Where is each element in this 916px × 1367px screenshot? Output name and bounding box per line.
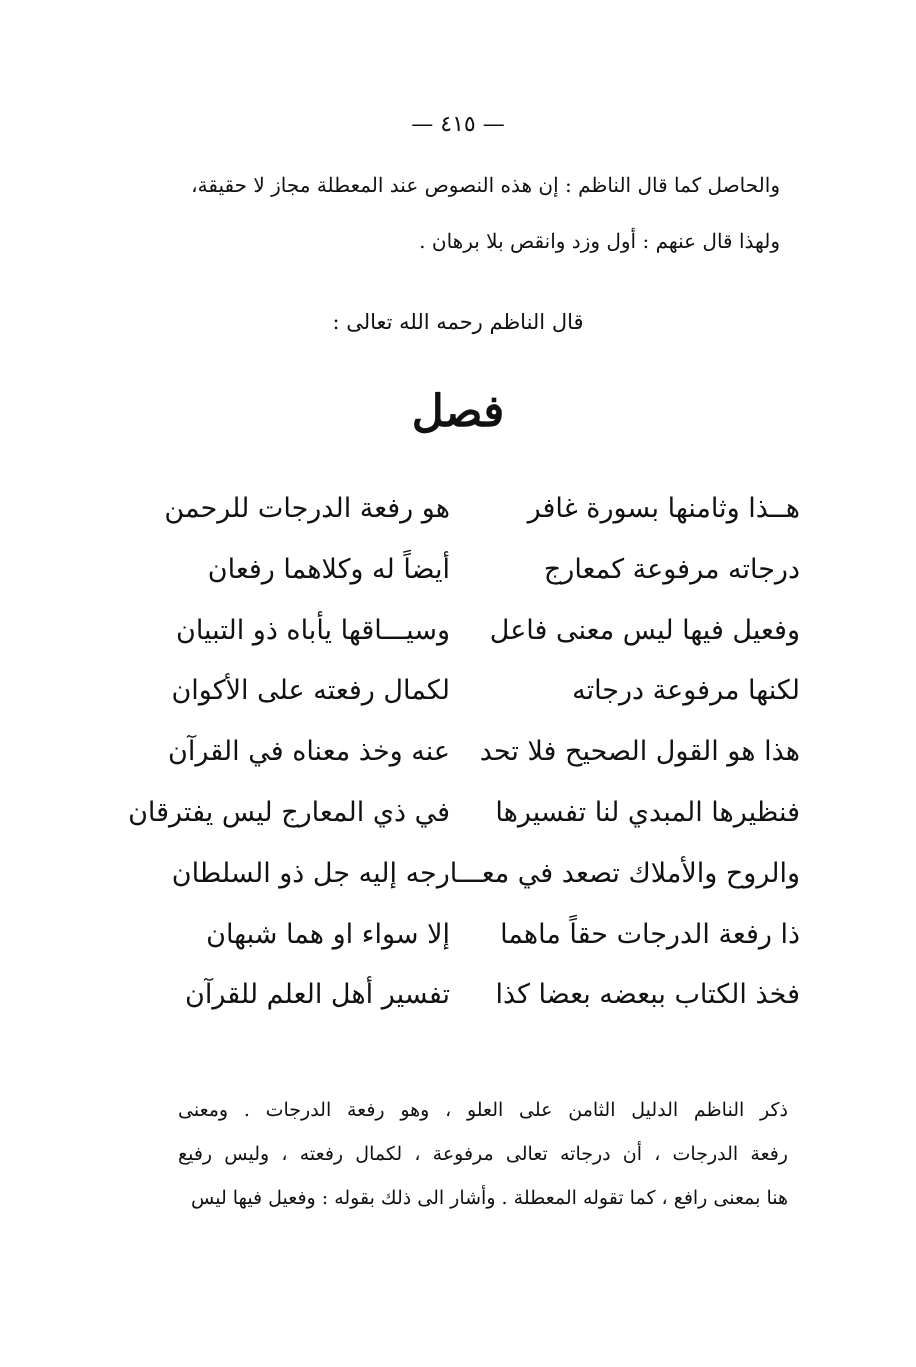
page-number: — ٤١٥ — — [411, 112, 505, 137]
commentary-line-2: رفعة الدرجات ، أن درجاته تعالى مرفوعة ، لكمال رفعته ، وليس رفيع — [178, 1143, 788, 1165]
intro-line-1: والحاصل كما قال الناظم : إن هذه النصوص عند المعطلة مجاز لا حقيقة، — [191, 173, 780, 197]
verse-first-hemistich: هذا هو القول الصحيح فلا تحد — [479, 736, 800, 768]
verse-row — [170, 547, 800, 608]
intro-line-2: ولهذا قال عنهم : أول وزد وانقص بلا برهان . — [419, 229, 780, 253]
verse-row — [170, 851, 800, 912]
verse-second-hemistich: إلا سواء او هما شبهان — [206, 918, 450, 950]
verse-row — [170, 608, 800, 669]
verse-second-hemistich: لكمال رفعته على الأكوان — [171, 675, 450, 707]
verse-row — [170, 912, 800, 973]
verse-row — [164, 486, 800, 547]
verse-row — [128, 790, 800, 851]
verse-second-hemistich: وسيـــاقها يأباه ذو التبيان — [175, 614, 450, 646]
verse-second-hemistich: أيضاً له وكلاهما رفعان — [207, 553, 450, 585]
commentary-paragraph — [178, 1090, 788, 1222]
verse-second-hemistich: هو رفعة الدرجات للرحمن — [164, 493, 450, 524]
verse-first-hemistich: فنظيرها المبدي لنا تفسيرها — [495, 796, 800, 828]
verse-first-hemistich: هــذا وثامنها بسورة غافر — [527, 493, 800, 524]
section-heading: فصل — [411, 386, 505, 437]
verse-first-hemistich: درجاته مرفوعة كمعارج — [543, 553, 800, 585]
poet-attribution: قال الناظم رحمه الله تعالى : — [332, 310, 584, 334]
verse-first-hemistich: فخذ الكتاب ببعضه بعضا كذا — [495, 979, 800, 1011]
verse-first-hemistich: لكنها مرفوعة درجاته — [572, 675, 800, 707]
verse-second-hemistich: عنه وخذ معناه في القرآن — [168, 736, 450, 768]
verse-second-hemistich: تفسير أهل العلم للقرآن — [185, 979, 450, 1011]
verse-first-hemistich: وفعيل فيها ليس معنى فاعل — [489, 614, 800, 646]
verse-second-hemistich: في ذي المعارج ليس يفترقان — [128, 796, 450, 828]
commentary-line-1: ذكر الناظم الدليل الثامن على العلو ، وهو رفعة الدرجات . ومعنى — [178, 1099, 788, 1121]
verse-first-hemistich: ذا رفعة الدرجات حقاً ماهما — [500, 918, 800, 950]
verse-row — [170, 668, 800, 729]
commentary-line-3: هنا بمعنى رافع ، كما تقوله المعطلة . وأشار الى ذلك بقوله : وفعيل فيها ليس — [190, 1187, 788, 1209]
verse-row — [170, 729, 800, 790]
verse-row — [170, 972, 800, 1033]
verse-full-line: والروح والأملاك تصعد في معـــارجه إليه جل ذو السلطان — [171, 857, 800, 889]
poem-verses — [128, 486, 800, 1033]
